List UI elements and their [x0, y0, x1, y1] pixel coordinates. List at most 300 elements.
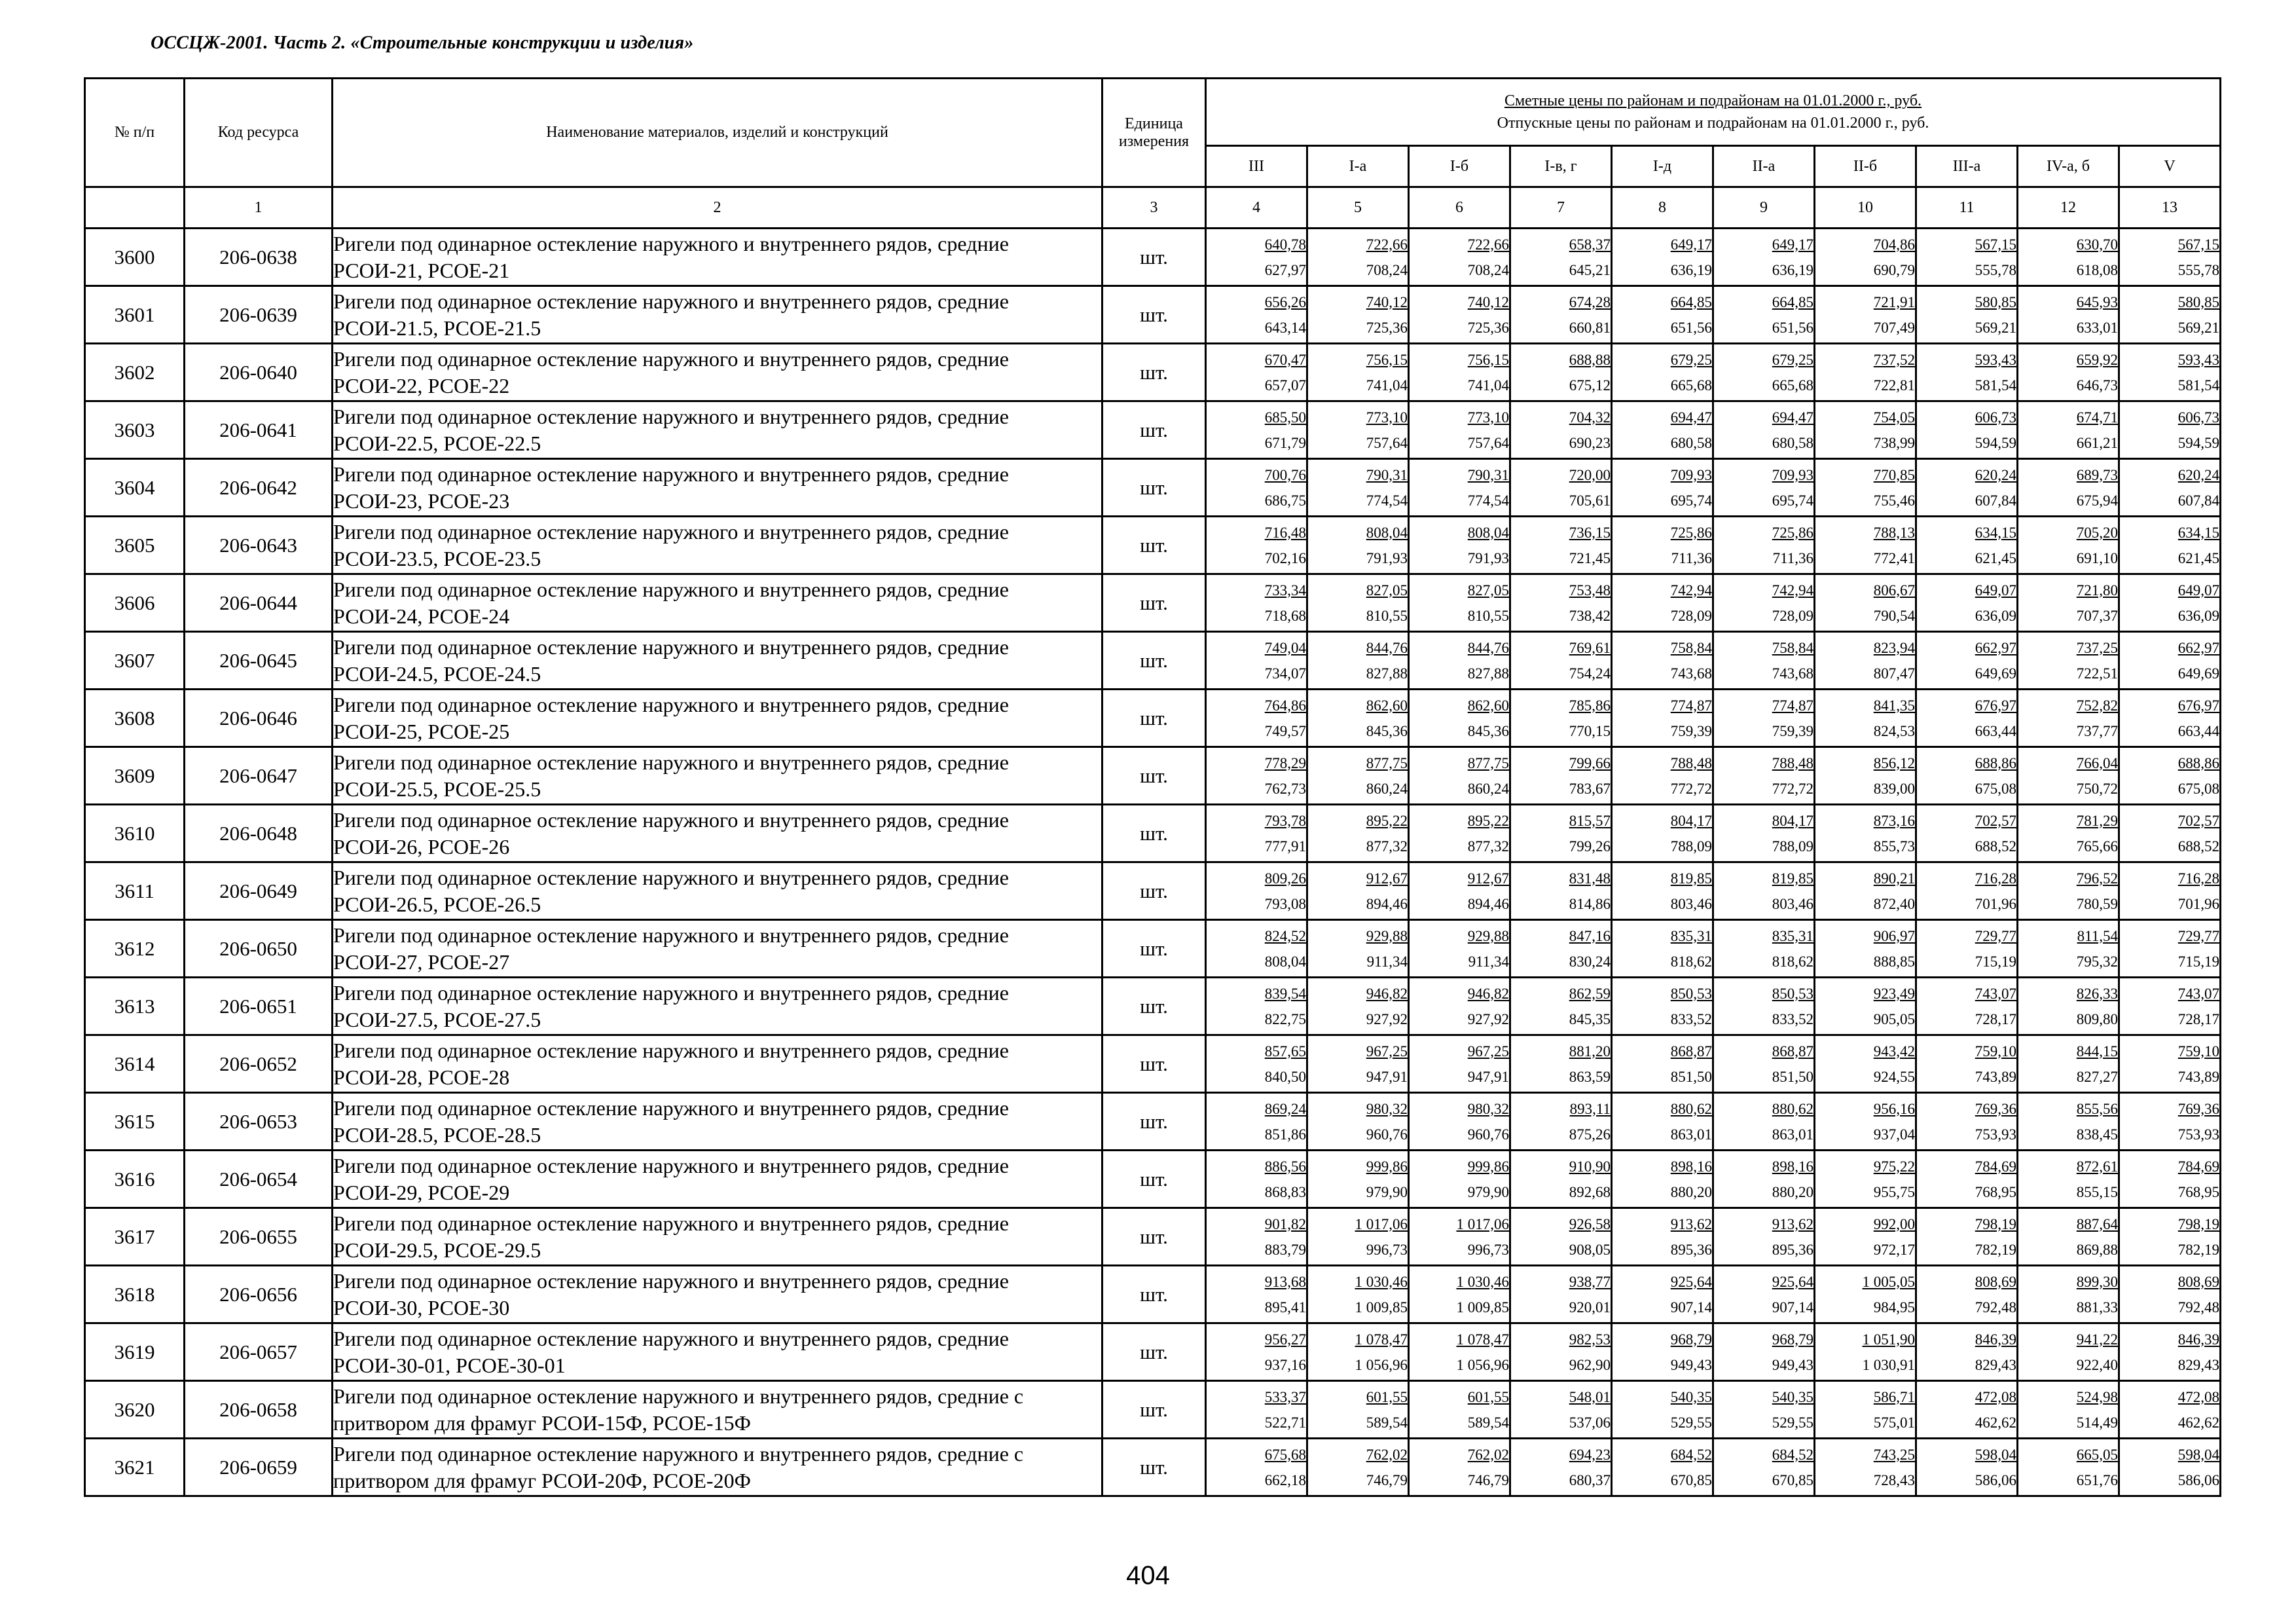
- estimate-price: 827,05: [1467, 581, 1509, 599]
- estimate-price: 756,15: [1366, 351, 1408, 368]
- unit-of-measure: шт.: [1102, 1093, 1206, 1151]
- unit-of-measure: шт.: [1102, 805, 1206, 862]
- price-cell: [1510, 517, 1612, 574]
- region-header: V: [2119, 146, 2221, 187]
- release-price: 799,26: [1569, 838, 1611, 855]
- release-price: 725,36: [1467, 319, 1509, 336]
- release-price: 814,86: [1569, 895, 1611, 912]
- release-price: 807,47: [1873, 665, 1915, 682]
- estimate-price: 819,85: [1772, 870, 1813, 887]
- estimate-price: 839,54: [1264, 985, 1306, 1002]
- release-price: 663,44: [1975, 722, 2016, 739]
- release-price: 808,04: [1264, 953, 1306, 970]
- price-cell: [1409, 1151, 1510, 1208]
- release-price: 777,91: [1264, 838, 1306, 855]
- release-price: 894,46: [1467, 895, 1509, 912]
- price-cell: [1916, 1093, 2018, 1151]
- price-cell: [1713, 632, 1815, 690]
- estimate-price: 659,92: [2076, 351, 2118, 368]
- estimate-price: 662,97: [1975, 639, 2016, 656]
- row-number: 3616: [85, 1151, 185, 1208]
- price-cell: [1510, 1093, 1612, 1151]
- release-price: 791,93: [1467, 549, 1509, 566]
- estimate-price: 806,67: [1873, 581, 1915, 599]
- price-cell: [1206, 1151, 1307, 1208]
- release-price: 705,61: [1569, 492, 1611, 509]
- estimate-price: 675,68: [1264, 1446, 1306, 1463]
- material-name: Ригели под одинарное остекление наружного и внутреннего рядов, средние с притвором для фрамуг РСОИ-15Ф, РСОЕ-15Ф: [333, 1381, 1102, 1439]
- estimate-price: 729,77: [1975, 927, 2016, 944]
- price-cell: [1612, 1035, 1713, 1093]
- price-cell: [1612, 862, 1713, 920]
- price-cell: [1612, 920, 1713, 978]
- release-price: 621,45: [1975, 549, 2016, 566]
- release-price: 680,58: [1670, 434, 1712, 451]
- price-cell: [1409, 920, 1510, 978]
- price-cell: [1612, 1151, 1713, 1208]
- estimate-price: 688,86: [1975, 754, 2016, 771]
- row-number: 3621: [85, 1439, 185, 1496]
- price-cell: [1409, 517, 1510, 574]
- release-price: 594,59: [1975, 434, 2016, 451]
- release-price: 649,69: [2178, 665, 2220, 682]
- estimate-price: 804,17: [1670, 812, 1712, 829]
- price-cell: [1409, 805, 1510, 862]
- price-cell: [1206, 1381, 1307, 1439]
- material-name: Ригели под одинарное остекление наружного и внутреннего рядов, средние РСОИ-25, РСОЕ-25: [333, 690, 1102, 747]
- release-price: 839,00: [1873, 780, 1915, 797]
- release-price: 757,64: [1366, 434, 1408, 451]
- material-name: Ригели под одинарное остекление наружного и внутреннего рядов, средние РСОИ-22, РСОЕ-22: [333, 344, 1102, 401]
- unit-of-measure: шт.: [1102, 747, 1206, 805]
- estimate-price: 913,62: [1670, 1215, 1712, 1232]
- release-price: 651,56: [1772, 319, 1813, 336]
- release-price: 746,79: [1467, 1471, 1509, 1488]
- estimate-price: 720,00: [1569, 466, 1611, 483]
- price-cell: [1713, 1093, 1815, 1151]
- estimate-price: 1 078,47: [1456, 1331, 1509, 1348]
- release-price: 743,89: [2178, 1068, 2220, 1085]
- price-cell: [1409, 401, 1510, 459]
- price-cell: [2018, 229, 2119, 286]
- price-cell: [2018, 1266, 2119, 1323]
- price-cell: [1206, 401, 1307, 459]
- estimate-price: 815,57: [1569, 812, 1611, 829]
- estimate-price: 788,48: [1670, 754, 1712, 771]
- price-cell: [2018, 1208, 2119, 1266]
- release-price: 774,54: [1467, 492, 1509, 509]
- release-price: 881,33: [2076, 1299, 2118, 1316]
- estimate-price: 762,02: [1467, 1446, 1509, 1463]
- release-price: 660,81: [1569, 319, 1611, 336]
- row-number: 3618: [85, 1266, 185, 1323]
- release-price: 1 009,85: [1456, 1299, 1509, 1316]
- release-price: 586,06: [2178, 1471, 2220, 1488]
- unit-of-measure: шт.: [1102, 517, 1206, 574]
- table-row: [85, 1093, 2221, 1151]
- material-name: Ригели под одинарное остекление наружного и внутреннего рядов, средние РСОИ-30-01, РСОЕ-30-01: [333, 1323, 1102, 1381]
- estimate-price: 819,85: [1670, 870, 1712, 887]
- unit-of-measure: шт.: [1102, 862, 1206, 920]
- unit-of-measure: шт.: [1102, 1381, 1206, 1439]
- release-price: 690,23: [1569, 434, 1611, 451]
- estimate-price: 733,34: [1264, 581, 1306, 599]
- price-cell: [1612, 459, 1713, 517]
- price-cell: [1409, 344, 1510, 401]
- price-cell: [1815, 286, 1916, 344]
- release-price: 707,37: [2076, 607, 2118, 624]
- estimate-price: 868,87: [1772, 1043, 1813, 1060]
- estimate-price: 709,93: [1670, 466, 1712, 483]
- table-row: [85, 862, 2221, 920]
- estimate-price: 938,77: [1569, 1273, 1611, 1290]
- release-price: 670,85: [1670, 1471, 1712, 1488]
- estimate-price: 968,79: [1772, 1331, 1813, 1348]
- estimate-price: 676,97: [1975, 697, 2016, 714]
- release-price: 665,68: [1670, 377, 1712, 394]
- column-number-cell: 7: [1510, 187, 1612, 229]
- price-cell: [2119, 286, 2221, 344]
- release-price: 555,78: [1975, 261, 2016, 278]
- release-price: 636,19: [1772, 261, 1813, 278]
- price-cell: [1916, 690, 2018, 747]
- price-cell: [1510, 632, 1612, 690]
- material-name: Ригели под одинарное остекление наружного и внутреннего рядов, средние РСОИ-30, РСОЕ-30: [333, 1266, 1102, 1323]
- price-cell: [2119, 1323, 2221, 1381]
- estimate-price: 716,28: [1975, 870, 2016, 887]
- material-name: Ригели под одинарное остекление наружного и внутреннего рядов, средние РСОИ-29, РСОЕ-29: [333, 1151, 1102, 1208]
- release-price: 937,04: [1873, 1126, 1915, 1143]
- price-cell: [1307, 805, 1409, 862]
- region-header: II-а: [1713, 146, 1815, 187]
- estimate-price: 809,26: [1264, 870, 1306, 887]
- price-cell: [1409, 286, 1510, 344]
- unit-of-measure: шт.: [1102, 1323, 1206, 1381]
- estimate-price: 880,62: [1670, 1100, 1712, 1117]
- column-number-cell: 6: [1409, 187, 1510, 229]
- release-price: 722,81: [1873, 377, 1915, 394]
- release-price: 845,35: [1569, 1010, 1611, 1027]
- estimate-price: 844,76: [1467, 639, 1509, 656]
- price-cell: [1206, 459, 1307, 517]
- release-price: 960,76: [1366, 1126, 1408, 1143]
- release-price: 875,26: [1569, 1126, 1611, 1143]
- price-cell: [2119, 978, 2221, 1035]
- price-cell: [1206, 1323, 1307, 1381]
- estimate-price: 827,05: [1366, 581, 1408, 599]
- estimate-price: 601,55: [1467, 1388, 1509, 1405]
- release-price: 707,49: [1873, 319, 1915, 336]
- table-row: [85, 1323, 2221, 1381]
- release-price: 569,21: [1975, 319, 2016, 336]
- row-number: 3617: [85, 1208, 185, 1266]
- release-price: 872,40: [1873, 895, 1915, 912]
- estimate-price: 925,64: [1670, 1273, 1712, 1290]
- row-number: 3604: [85, 459, 185, 517]
- release-price: 708,24: [1366, 261, 1408, 278]
- estimate-price: 472,08: [1975, 1388, 2016, 1405]
- release-price: 838,45: [2076, 1126, 2118, 1143]
- price-cell: [1510, 1323, 1612, 1381]
- price-cell: [1916, 1266, 2018, 1323]
- column-number-cell: 3: [1102, 187, 1206, 229]
- price-cell: [2018, 459, 2119, 517]
- estimate-price: 956,27: [1264, 1331, 1306, 1348]
- column-number-cell: 12: [2018, 187, 2119, 229]
- release-price: 772,41: [1873, 549, 1915, 566]
- estimate-price: 649,17: [1670, 236, 1712, 253]
- release-price: 937,16: [1264, 1356, 1306, 1373]
- price-cell: [1510, 1381, 1612, 1439]
- release-price: 743,89: [1975, 1068, 2016, 1085]
- table-row: [85, 805, 2221, 862]
- price-cell: [1307, 632, 1409, 690]
- estimate-price: 912,67: [1366, 870, 1408, 887]
- price-cell: [1916, 344, 2018, 401]
- release-price: 759,39: [1772, 722, 1813, 739]
- resource-code: 206-0655: [185, 1208, 333, 1266]
- table-row: [85, 920, 2221, 978]
- release-price: 636,19: [1670, 261, 1712, 278]
- price-cell: [1916, 517, 2018, 574]
- estimate-price: 762,02: [1366, 1446, 1408, 1463]
- estimate-price: 664,85: [1772, 293, 1813, 310]
- row-number: 3608: [85, 690, 185, 747]
- release-price: 594,59: [2178, 434, 2220, 451]
- estimate-price: 880,62: [1772, 1100, 1813, 1117]
- estimate-price: 700,76: [1264, 466, 1306, 483]
- price-cell: [1510, 574, 1612, 632]
- release-price: 759,39: [1670, 722, 1712, 739]
- estimate-price: 847,16: [1569, 927, 1611, 944]
- estimate-price: 946,82: [1366, 985, 1408, 1002]
- estimate-price: 798,19: [2178, 1215, 2220, 1232]
- price-cell: [1916, 1151, 2018, 1208]
- release-price: 688,52: [2178, 838, 2220, 855]
- release-price: 741,04: [1467, 377, 1509, 394]
- release-price: 757,64: [1467, 434, 1509, 451]
- release-price: 829,43: [2178, 1356, 2220, 1373]
- estimate-price: 844,15: [2076, 1043, 2118, 1060]
- release-price: 894,46: [1366, 895, 1408, 912]
- material-name: Ригели под одинарное остекление наружного и внутреннего рядов, средние РСОИ-22.5, РСОЕ-22.5: [333, 401, 1102, 459]
- estimate-price: 634,15: [2178, 524, 2220, 541]
- estimate-price: 705,20: [2076, 524, 2118, 541]
- header-release-prices: Отпускные цены по районам и подрайонам на 01.01.2000 г., руб.: [1497, 115, 1929, 132]
- estimate-price: 769,36: [1975, 1100, 2016, 1117]
- price-cell: [2018, 747, 2119, 805]
- release-price: 569,21: [2178, 319, 2220, 336]
- estimate-price: 1 005,05: [1862, 1273, 1915, 1290]
- price-cell: [1409, 1439, 1510, 1496]
- price-cell: [1815, 401, 1916, 459]
- estimate-price: 758,84: [1772, 639, 1813, 656]
- release-price: 675,08: [2178, 780, 2220, 797]
- price-cell: [1916, 1208, 2018, 1266]
- estimate-price: 580,85: [2178, 293, 2220, 310]
- column-number-cell: 5: [1307, 187, 1409, 229]
- release-price: 780,59: [2076, 895, 2118, 912]
- release-price: 869,88: [2076, 1241, 2118, 1258]
- release-price: 715,19: [1975, 953, 2016, 970]
- release-price: 754,24: [1569, 665, 1611, 682]
- release-price: 1 009,85: [1355, 1299, 1408, 1316]
- release-price: 680,58: [1772, 434, 1813, 451]
- estimate-price: 725,86: [1772, 524, 1813, 541]
- estimate-price: 835,31: [1670, 927, 1712, 944]
- price-cell: [1612, 1439, 1713, 1496]
- estimate-price: 567,15: [1975, 236, 2016, 253]
- price-cell: [1612, 747, 1713, 805]
- estimate-price: 740,12: [1366, 293, 1408, 310]
- release-price: 738,99: [1873, 434, 1915, 451]
- price-cell: [1409, 1035, 1510, 1093]
- table-row: [85, 459, 2221, 517]
- estimate-price: 846,39: [1975, 1331, 2016, 1348]
- estimate-price: 850,53: [1772, 985, 1813, 1002]
- table-row: [85, 690, 2221, 747]
- estimate-price: 658,37: [1569, 236, 1611, 253]
- estimate-price: 743,07: [2178, 985, 2220, 1002]
- price-cell: [2119, 632, 2221, 690]
- release-price: 722,51: [2076, 665, 2118, 682]
- release-price: 818,62: [1772, 953, 1813, 970]
- price-cell: [1307, 459, 1409, 517]
- release-price: 827,27: [2076, 1068, 2118, 1085]
- price-cell: [1815, 574, 1916, 632]
- release-price: 892,68: [1569, 1183, 1611, 1200]
- release-price: 880,20: [1772, 1183, 1813, 1200]
- estimate-price: 967,25: [1467, 1043, 1509, 1060]
- estimate-price: 689,73: [2076, 466, 2118, 483]
- material-name: Ригели под одинарное остекление наружного и внутреннего рядов, средние РСОИ-21, РСОЕ-21: [333, 229, 1102, 286]
- price-cell: [2018, 286, 2119, 344]
- release-price: 675,12: [1569, 377, 1611, 394]
- estimate-price: 1 051,90: [1862, 1331, 1915, 1348]
- column-number-cell: 8: [1612, 187, 1713, 229]
- release-price: 734,07: [1264, 665, 1306, 682]
- release-price: 636,09: [1975, 607, 2016, 624]
- price-cell: [1713, 1208, 1815, 1266]
- estimate-price: 743,07: [1975, 985, 2016, 1002]
- table-row: [85, 229, 2221, 286]
- table-row: [85, 401, 2221, 459]
- price-cell: [1307, 1035, 1409, 1093]
- price-cell: [1815, 862, 1916, 920]
- price-cell: [2119, 747, 2221, 805]
- table-row: [85, 1035, 2221, 1093]
- price-cell: [1206, 286, 1307, 344]
- price-cell: [1612, 632, 1713, 690]
- price-cell: [1815, 920, 1916, 978]
- release-price: 907,14: [1670, 1299, 1712, 1316]
- estimate-price: 841,35: [1873, 697, 1915, 714]
- estimate-price: 790,31: [1467, 466, 1509, 483]
- resource-code: 206-0654: [185, 1151, 333, 1208]
- resource-code: 206-0646: [185, 690, 333, 747]
- material-name: Ригели под одинарное остекление наружного и внутреннего рядов, средние РСОИ-23.5, РСОЕ-23.5: [333, 517, 1102, 574]
- resource-code: 206-0650: [185, 920, 333, 978]
- price-cell: [1206, 632, 1307, 690]
- estimate-price: 790,31: [1366, 466, 1408, 483]
- estimate-price: 999,86: [1467, 1158, 1509, 1175]
- release-price: 803,46: [1670, 895, 1712, 912]
- release-price: 645,21: [1569, 261, 1611, 278]
- release-price: 462,62: [1975, 1414, 2016, 1431]
- release-price: 728,17: [1975, 1010, 2016, 1027]
- price-cell: [2119, 690, 2221, 747]
- price-cell: [1713, 1323, 1815, 1381]
- resource-code: 206-0648: [185, 805, 333, 862]
- release-price: 845,36: [1467, 722, 1509, 739]
- table-row: [85, 344, 2221, 401]
- estimate-price: 773,10: [1366, 409, 1408, 426]
- estimate-price: 630,70: [2076, 236, 2118, 253]
- release-price: 922,40: [2076, 1356, 2118, 1373]
- unit-of-measure: шт.: [1102, 1151, 1206, 1208]
- price-cell: [1916, 401, 2018, 459]
- price-cell: [1307, 1151, 1409, 1208]
- price-cell: [1815, 632, 1916, 690]
- release-price: 984,95: [1873, 1299, 1915, 1316]
- price-cell: [1713, 747, 1815, 805]
- price-cell: [1307, 229, 1409, 286]
- estimate-price: 788,13: [1873, 524, 1915, 541]
- price-cell: [1916, 747, 2018, 805]
- release-price: 581,54: [1975, 377, 2016, 394]
- table-row: [85, 574, 2221, 632]
- price-cell: [1713, 1266, 1815, 1323]
- price-cell: [1713, 862, 1815, 920]
- price-cell: [1713, 517, 1815, 574]
- table-row: [85, 1381, 2221, 1439]
- estimate-price: 798,19: [1975, 1215, 2016, 1232]
- column-number-cell: 9: [1713, 187, 1815, 229]
- price-cell: [1612, 1323, 1713, 1381]
- estimate-price: 769,36: [2178, 1100, 2220, 1117]
- price-cell: [2018, 690, 2119, 747]
- release-price: 636,09: [2178, 607, 2220, 624]
- release-price: 851,50: [1670, 1068, 1712, 1085]
- release-price: 996,73: [1467, 1241, 1509, 1258]
- release-price: 708,24: [1467, 261, 1509, 278]
- price-cell: [2119, 517, 2221, 574]
- estimate-price: 774,87: [1772, 697, 1813, 714]
- estimate-price: 893,11: [1569, 1100, 1611, 1117]
- estimate-price: 913,62: [1772, 1215, 1813, 1232]
- estimate-price: 992,00: [1873, 1215, 1915, 1232]
- release-price: 830,24: [1569, 953, 1611, 970]
- price-cell: [1206, 920, 1307, 978]
- price-cell: [1409, 632, 1510, 690]
- estimate-price: 910,90: [1569, 1158, 1611, 1175]
- estimate-price: 694,23: [1569, 1446, 1611, 1463]
- release-price: 972,17: [1873, 1241, 1915, 1258]
- estimate-price: 758,84: [1670, 639, 1712, 656]
- estimate-price: 524,98: [2076, 1388, 2118, 1405]
- release-price: 851,50: [1772, 1068, 1813, 1085]
- estimate-price: 684,52: [1772, 1446, 1813, 1463]
- estimate-price: 913,68: [1264, 1273, 1306, 1290]
- price-cell: [1713, 978, 1815, 1035]
- price-cell: [1510, 690, 1612, 747]
- estimate-price: 781,29: [2076, 812, 2118, 829]
- estimate-price: 704,32: [1569, 409, 1611, 426]
- price-cell: [2119, 574, 2221, 632]
- release-price: 911,34: [1468, 953, 1509, 970]
- estimate-price: 912,67: [1467, 870, 1509, 887]
- release-price: 738,42: [1569, 607, 1611, 624]
